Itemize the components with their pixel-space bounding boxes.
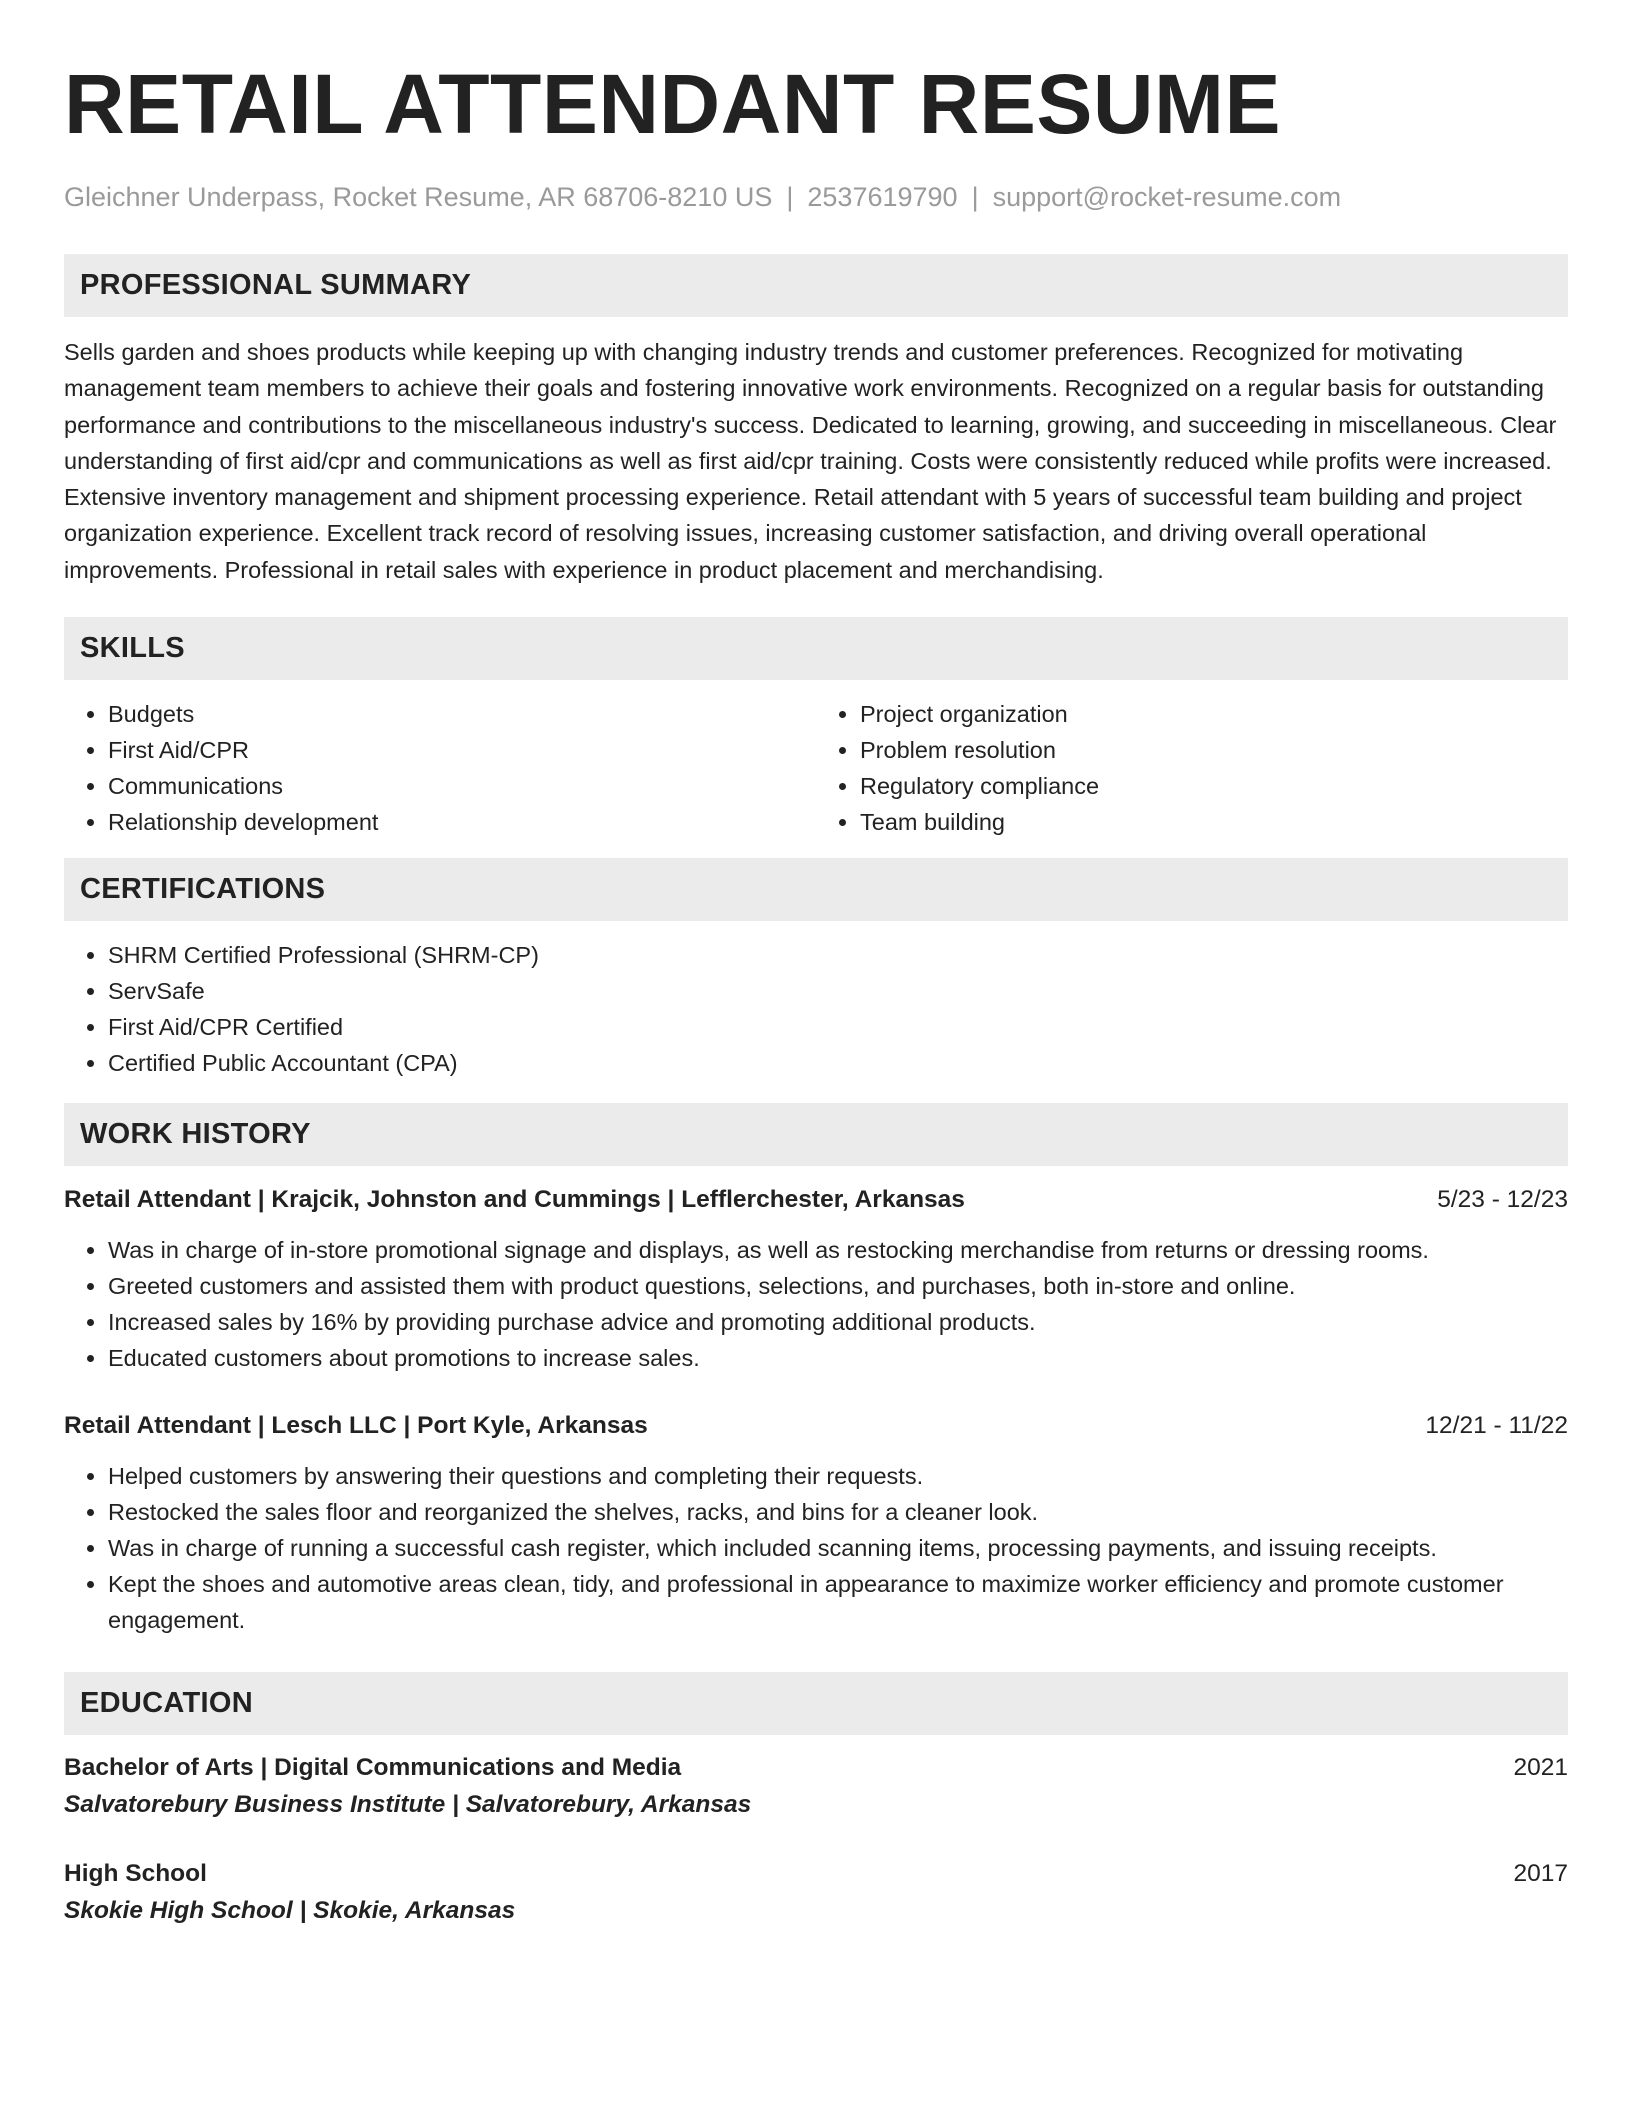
job-duty-item: • Was in charge of in-store promotional signage and displays, as well as restocking merchandise from returns or dressing rooms. [108,1232,1568,1268]
job-duty-item: • Helped customers by answering their questions and completing their requests. [108,1458,1568,1494]
education-year: 2021 [1513,1754,1568,1782]
skill-item: • First Aid/CPR [108,732,816,768]
education-entry [64,1857,1568,1929]
contact-line [64,180,1568,214]
contact-address: Gleichner Underpass, Rocket Resume, AR 68706-8210 US [64,182,773,212]
contact-separator: | [971,182,979,212]
skill-item: • Problem resolution [860,732,1568,768]
skills-column-left [64,696,816,840]
job-dates: 5/23 - 12/23 [1437,1186,1568,1214]
job-duties [64,1458,1568,1638]
job-duty-item: • Greeted customers and assisted them with product questions, selections, and purchases, both in-store and online. [108,1268,1568,1304]
section-heading-education: EDUCATION [64,1672,1568,1735]
section-heading-skills: SKILLS [64,617,1568,680]
skills-list [64,696,1568,840]
job-title: Retail Attendant | Krajcik, Johnston and Cummings | Lefflerchester, Arkansas [64,1186,965,1214]
education-school: Salvatorebury Business Institute | Salvatorebury, Arkansas [64,1791,752,1819]
section-heading-summary: PROFESSIONAL SUMMARY [64,254,1568,317]
contact-separator: | [786,182,794,212]
section-heading-work-history: WORK HISTORY [64,1103,1568,1166]
job-title: Retail Attendant | Lesch LLC | Port Kyle, Arkansas [64,1412,648,1440]
contact-email: support@rocket-resume.com [992,182,1342,212]
job-entry [64,1183,1568,1376]
contact-phone: 2537619790 [807,182,958,212]
education-header [64,1857,1568,1891]
certification-item: • First Aid/CPR Certified [108,1009,1568,1045]
skills-column-right [816,696,1568,840]
education-school: Skokie High School | Skokie, Arkansas [64,1897,516,1925]
job-entry [64,1409,1568,1638]
job-duty-item: • Increased sales by 16% by providing purchase advice and promoting additional products. [108,1304,1568,1340]
job-duty-item: • Was in charge of running a successful cash register, which included scanning items, processing payments, and issuing receipts. [108,1530,1568,1566]
certification-item: • SHRM Certified Professional (SHRM-CP) [108,937,1568,973]
job-duties [64,1232,1568,1376]
skill-item: • Project organization [860,696,1568,732]
education-entry [64,1751,1568,1823]
resume-title: RETAIL ATTENDANT RESUME [64,57,1282,151]
education-degree: High School [64,1860,207,1888]
job-dates: 12/21 - 11/22 [1425,1412,1568,1440]
education-header [64,1751,1568,1785]
job-duty-item: • Educated customers about promotions to increase sales. [108,1340,1568,1376]
education-year: 2017 [1513,1860,1568,1888]
certification-item: • Certified Public Accountant (CPA) [108,1045,1568,1081]
skill-item: • Team building [860,804,1568,840]
job-header [64,1183,1568,1217]
skill-item: • Communications [108,768,816,804]
job-header [64,1409,1568,1443]
certification-item: • ServSafe [108,973,1568,1009]
summary-paragraph: Sells garden and shoes products while keeping up with changing industry trends and customer preferences. Recognized for motivating management team members to achieve their goals and fostering innovative work environments. Recognized on a regular basis for outstanding performance and contributions to the miscellaneous industry's success. Dedicated to learning, growing, and succeeding in miscellaneous. Clear understanding of first aid/cpr and communications as well as first aid/cpr training. Costs were consistently reduced while profits were increased. Extensive inventory management and shipment processing experience. Retail attendant with 5 years of successful team building and project organization experience. Excellent track record of resolving issues, increasing customer satisfaction, and driving overall operational improvements. Professional in retail sales with experience in product placement and merchandising. [64,339,1557,583]
job-duty-item: • Kept the shoes and automotive areas clean, tidy, and professional in appearance to maximize worker efficiency and promote customer engagement. [108,1566,1568,1638]
job-duty-item: • Restocked the sales floor and reorganized the shelves, racks, and bins for a cleaner look. [108,1494,1568,1530]
skill-item: • Relationship development [108,804,816,840]
skill-item: • Regulatory compliance [860,768,1568,804]
section-heading-certifications: CERTIFICATIONS [64,858,1568,921]
certifications-list [64,937,1568,1081]
education-degree: Bachelor of Arts | Digital Communications and Media [64,1754,682,1782]
skill-item: • Budgets [108,696,816,732]
